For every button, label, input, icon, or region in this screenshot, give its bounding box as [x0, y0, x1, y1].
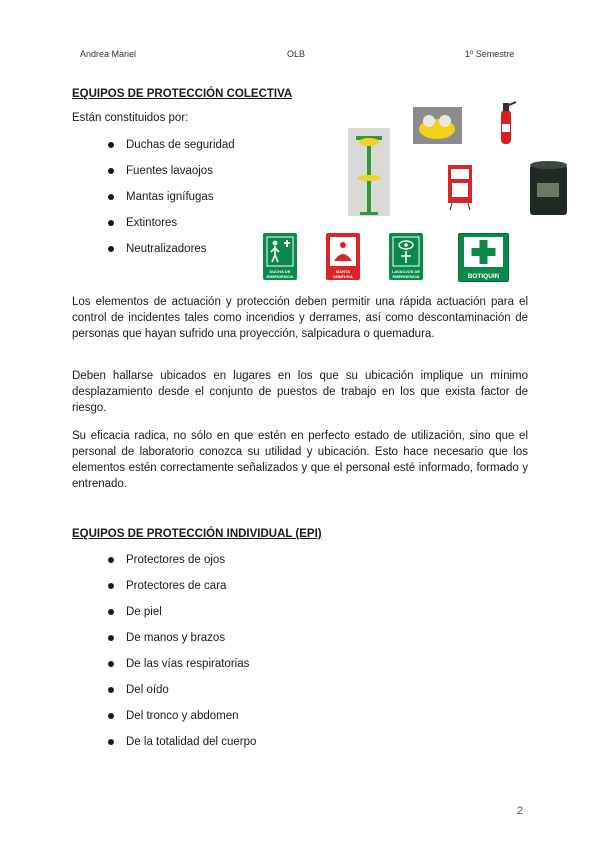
list-item: Del tronco y abdomen — [108, 710, 256, 736]
collective-equipment-list — [108, 139, 235, 269]
header-course: OLB — [287, 49, 306, 59]
list-item: De la totalidad del cuerpo — [108, 736, 256, 762]
eyewash-sign — [389, 233, 423, 280]
paragraph: Su eficacia radica, no sólo en que estén en perfecto estado de utilización, sino que el personal de laboratorio conozca su utilidad y ubicación. Esto hace necesario que los elementos estén correctamente señalizados y que el personal esté informado, formado y entrenado. — [72, 430, 528, 490]
list-item: Protectores de cara — [108, 580, 256, 606]
first-aid-sign — [458, 233, 509, 282]
fire-blanket-image — [446, 163, 474, 211]
list-item: Protectores de ojos — [108, 554, 256, 580]
list-item: Mantas ignífugas — [108, 191, 235, 217]
paragraph: Los elementos de actuación y protección deben permitir una rápida actuación para el control de incidentes tales como incendios y derrames, así como descontaminación de personas que hayan sufrido una proyección, salpicadura o quemadura. — [72, 296, 528, 340]
list-item: Extintores — [108, 217, 235, 243]
list-item: Neutralizadores — [108, 243, 235, 269]
bullet-icon — [108, 142, 114, 148]
bullet-icon — [108, 687, 114, 693]
blanket-sign — [326, 233, 360, 280]
list-item: Duchas de seguridad — [108, 139, 235, 165]
fire-extinguisher-image — [494, 98, 518, 148]
first-aid-cross-icon — [459, 234, 508, 270]
eyewash-sign-label: LAVAOJOS DE EMERGENCIA — [391, 269, 421, 279]
bullet-icon — [108, 661, 114, 667]
section-title-individual: EQUIPOS DE PROTECCIÓN INDIVIDUAL (EPI) — [72, 528, 322, 540]
bullet-icon — [108, 194, 114, 200]
header-semester: 1º Semestre — [465, 49, 515, 59]
section-title-collective: EQUIPOS DE PROTECCIÓN COLECTIVA — [72, 88, 293, 100]
section-intro: Están constituidos por: — [72, 112, 189, 124]
bullet-icon — [108, 557, 114, 563]
list-item: De las vías respiratorias — [108, 658, 256, 684]
blanket-sign-label: MANTA IGNIFUGA — [333, 269, 353, 279]
fire-blanket-icon — [326, 233, 360, 271]
bullet-icon — [108, 168, 114, 174]
bullet-icon — [108, 583, 114, 589]
individual-equipment-list — [108, 554, 256, 762]
paragraph: Deben hallarse ubicados en lugares en los que su ubicación implique un mínimo desplazamiento desde el conjunto de puestos de trabajo en los que exista factor de riesgo. — [72, 370, 528, 414]
list-item: De manos y brazos — [108, 632, 256, 658]
bullet-icon — [108, 635, 114, 641]
bullet-icon — [108, 739, 114, 745]
emergency-shower-icon — [263, 233, 297, 271]
header-author: Andrea Mariel — [80, 49, 137, 59]
list-item: De piel — [108, 606, 256, 632]
eyewash-station-image — [413, 107, 462, 144]
safety-shower-image — [348, 128, 390, 216]
page-number: 2 — [517, 805, 524, 817]
bullet-icon — [108, 609, 114, 615]
list-item: Del oído — [108, 684, 256, 710]
list-item: Fuentes lavaojos — [108, 165, 235, 191]
eyewash-icon — [389, 233, 423, 271]
shower-sign-label: DUCHA DE EMERGENCIA — [266, 269, 294, 279]
bullet-icon — [108, 713, 114, 719]
neutralizer-drum-image — [527, 157, 570, 217]
bullet-icon — [108, 220, 114, 226]
first-aid-sign-label: BOTIQUIN — [467, 272, 500, 280]
bullet-icon — [108, 246, 114, 252]
shower-sign — [263, 233, 297, 280]
